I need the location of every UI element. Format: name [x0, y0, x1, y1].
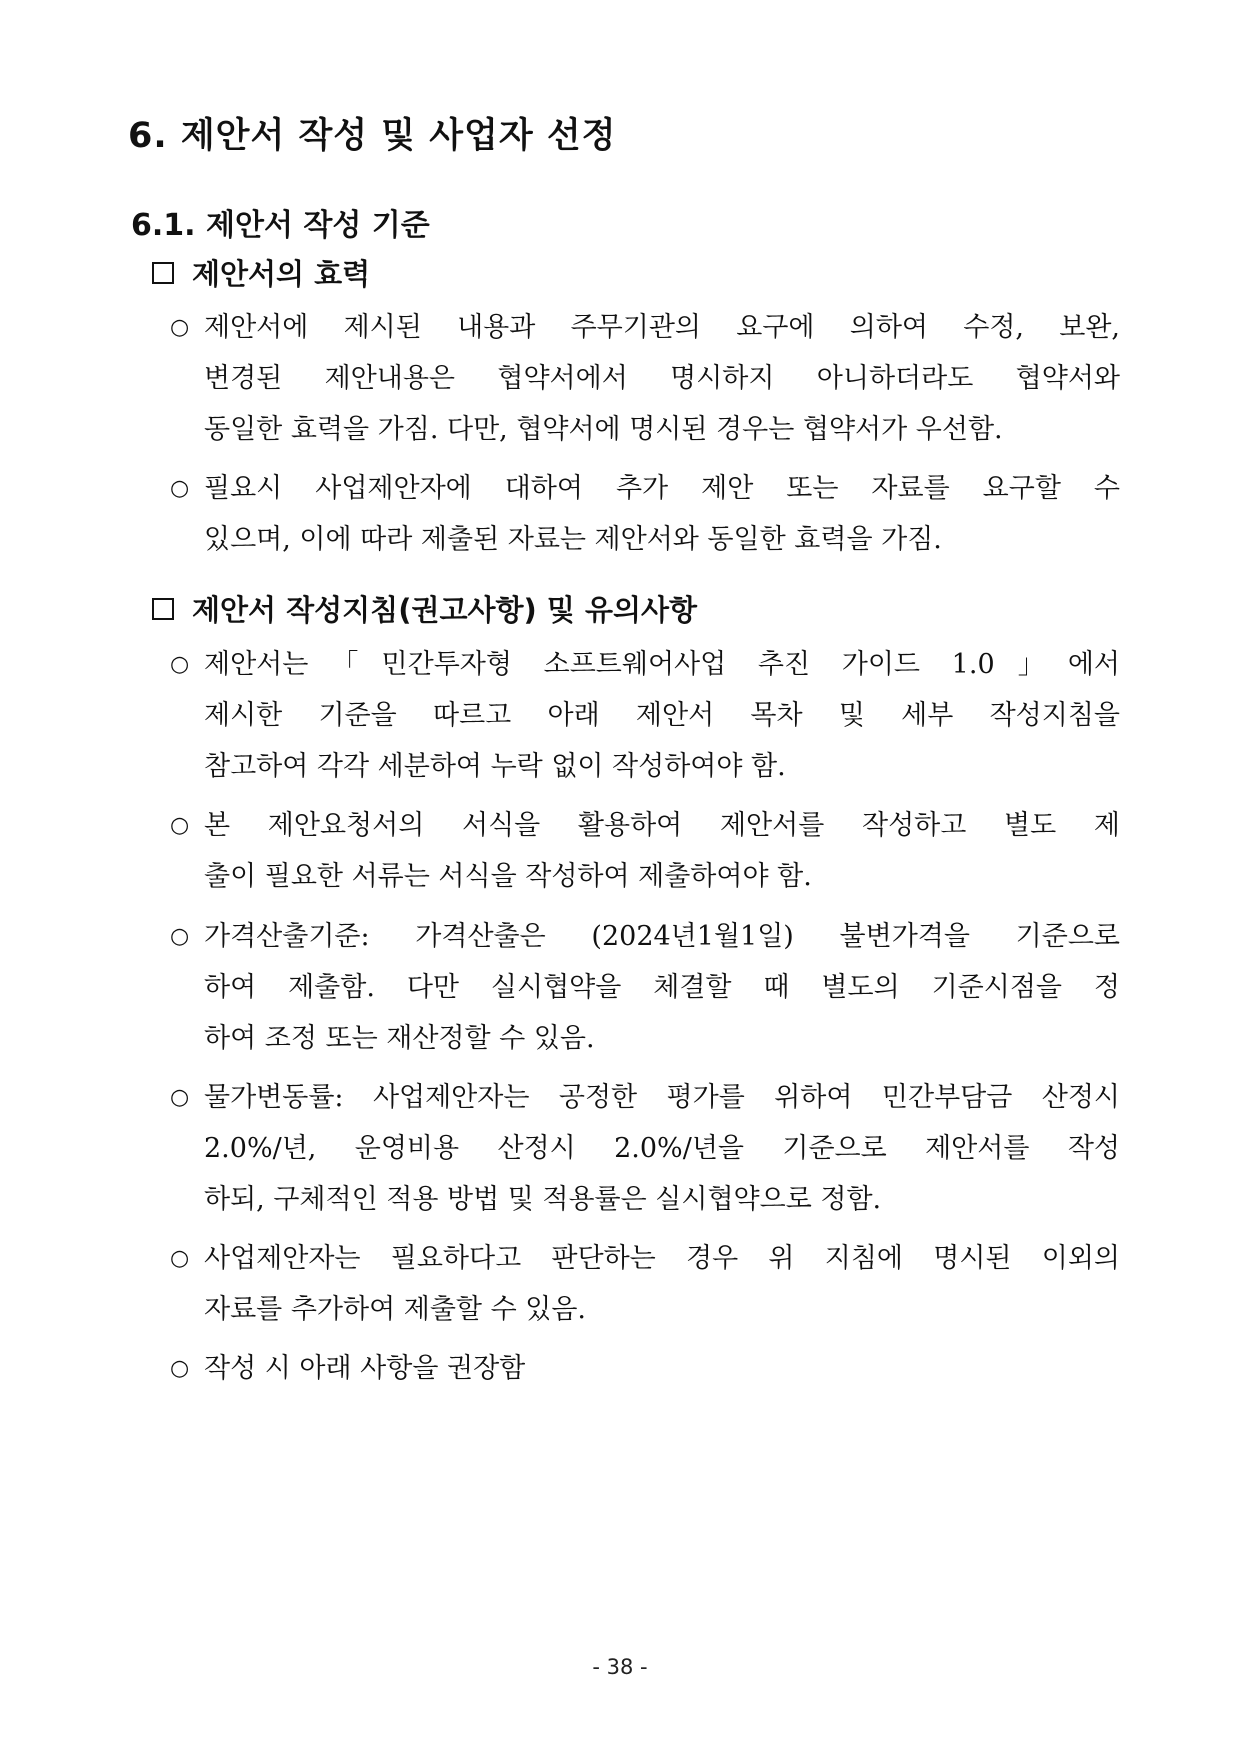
text-line: 사업제안자는 필요하다고 판단하는 경우 위 지침에 명시된 이외의 [204, 1243, 1120, 1274]
text-line: 하여 제출함. 다만 실시협약을 체결할 때 별도의 기준시점을 정 [204, 972, 1120, 1003]
list-item [170, 1341, 1120, 1397]
text-line: 출이 필요한 서류는 서식을 작성하여 제출하여야 함. [204, 861, 812, 892]
circle-bullet-icon: ○ [170, 1356, 190, 1381]
circle-bullet-icon: ○ [170, 924, 190, 949]
subsection-heading: 6.1. 제안서 작성 기준 [131, 208, 430, 243]
text-line: 필요시 사업제안자에 대하여 추가 제안 또는 자료를 요구할 수 [204, 473, 1120, 504]
text-line: 변경된 제안내용은 협약서에서 명시하지 아니하더라도 협약서와 [204, 363, 1120, 394]
text-line: 동일한 효력을 가짐. 다만, 협약서에 명시된 경우는 협약서가 우선함. [204, 414, 1003, 445]
topic-title: 제안서의 효력 [192, 257, 371, 291]
circle-bullet-icon: ○ [170, 652, 190, 677]
text-line: 2.0%/년, 운영비용 산정시 2.0%/년을 기준으로 제안서를 작성 [204, 1133, 1120, 1164]
text-line: 가격산출기준: 가격산출은 (2024년1월1일) 불변가격을 기준으로 [204, 921, 1120, 952]
circle-bullet-icon: ○ [170, 476, 190, 501]
page-number: - 38 - [592, 1655, 648, 1679]
list-item [170, 909, 1120, 1077]
circle-bullet-icon: ○ [170, 315, 190, 340]
list-item [170, 461, 1120, 573]
section-heading: 6. 제안서 작성 및 사업자 선정 [128, 116, 617, 156]
text-line: 물가변동률: 사업제안자는 공정한 평가를 위하여 민간부담금 산정시 [204, 1082, 1120, 1113]
circle-bullet-icon: ○ [170, 1085, 190, 1110]
text-line: 있으며, 이에 따라 제출된 자료는 제안서와 동일한 효력을 가짐. [204, 524, 942, 555]
list-item [170, 1231, 1120, 1343]
circle-bullet-icon: ○ [170, 813, 190, 838]
checkbox-square-icon [152, 598, 174, 620]
topic-title: 제안서 작성지침(권고사항) 및 유의사항 [192, 593, 698, 627]
text-line: 자료를 추가하여 제출할 수 있음. [204, 1294, 586, 1325]
circle-bullet-icon: ○ [170, 1246, 190, 1271]
text-line: 하되, 구체적인 적용 방법 및 적용률은 실시협약으로 정함. [204, 1184, 882, 1215]
text-line: 제안서는「민간투자형 소프트웨어사업 추진 가이드 1.0」에서 [204, 649, 1120, 680]
list-item [170, 1070, 1120, 1238]
checkbox-square-icon [152, 262, 174, 284]
text-line: 본 제안요청서의 서식을 활용하여 제안서를 작성하고 별도 제 [204, 810, 1120, 841]
list-item [170, 300, 1120, 468]
text-line: 하여 조정 또는 재산정할 수 있음. [204, 1023, 595, 1054]
list-item [170, 637, 1120, 805]
text-line: 제시한 기준을 따르고 아래 제안서 목차 및 세부 작성지침을 [204, 700, 1120, 731]
topic-heading-effect [152, 252, 370, 293]
topic-heading-guidelines [152, 588, 697, 629]
text-line: 참고하여 각각 세분하여 누락 없이 작성하여야 함. [204, 751, 786, 782]
text-line: 작성 시 아래 사항을 권장함 [204, 1353, 526, 1384]
list-item [170, 798, 1120, 910]
text-line: 제안서에 제시된 내용과 주무기관의 요구에 의하여 수정, 보완, [204, 312, 1120, 343]
